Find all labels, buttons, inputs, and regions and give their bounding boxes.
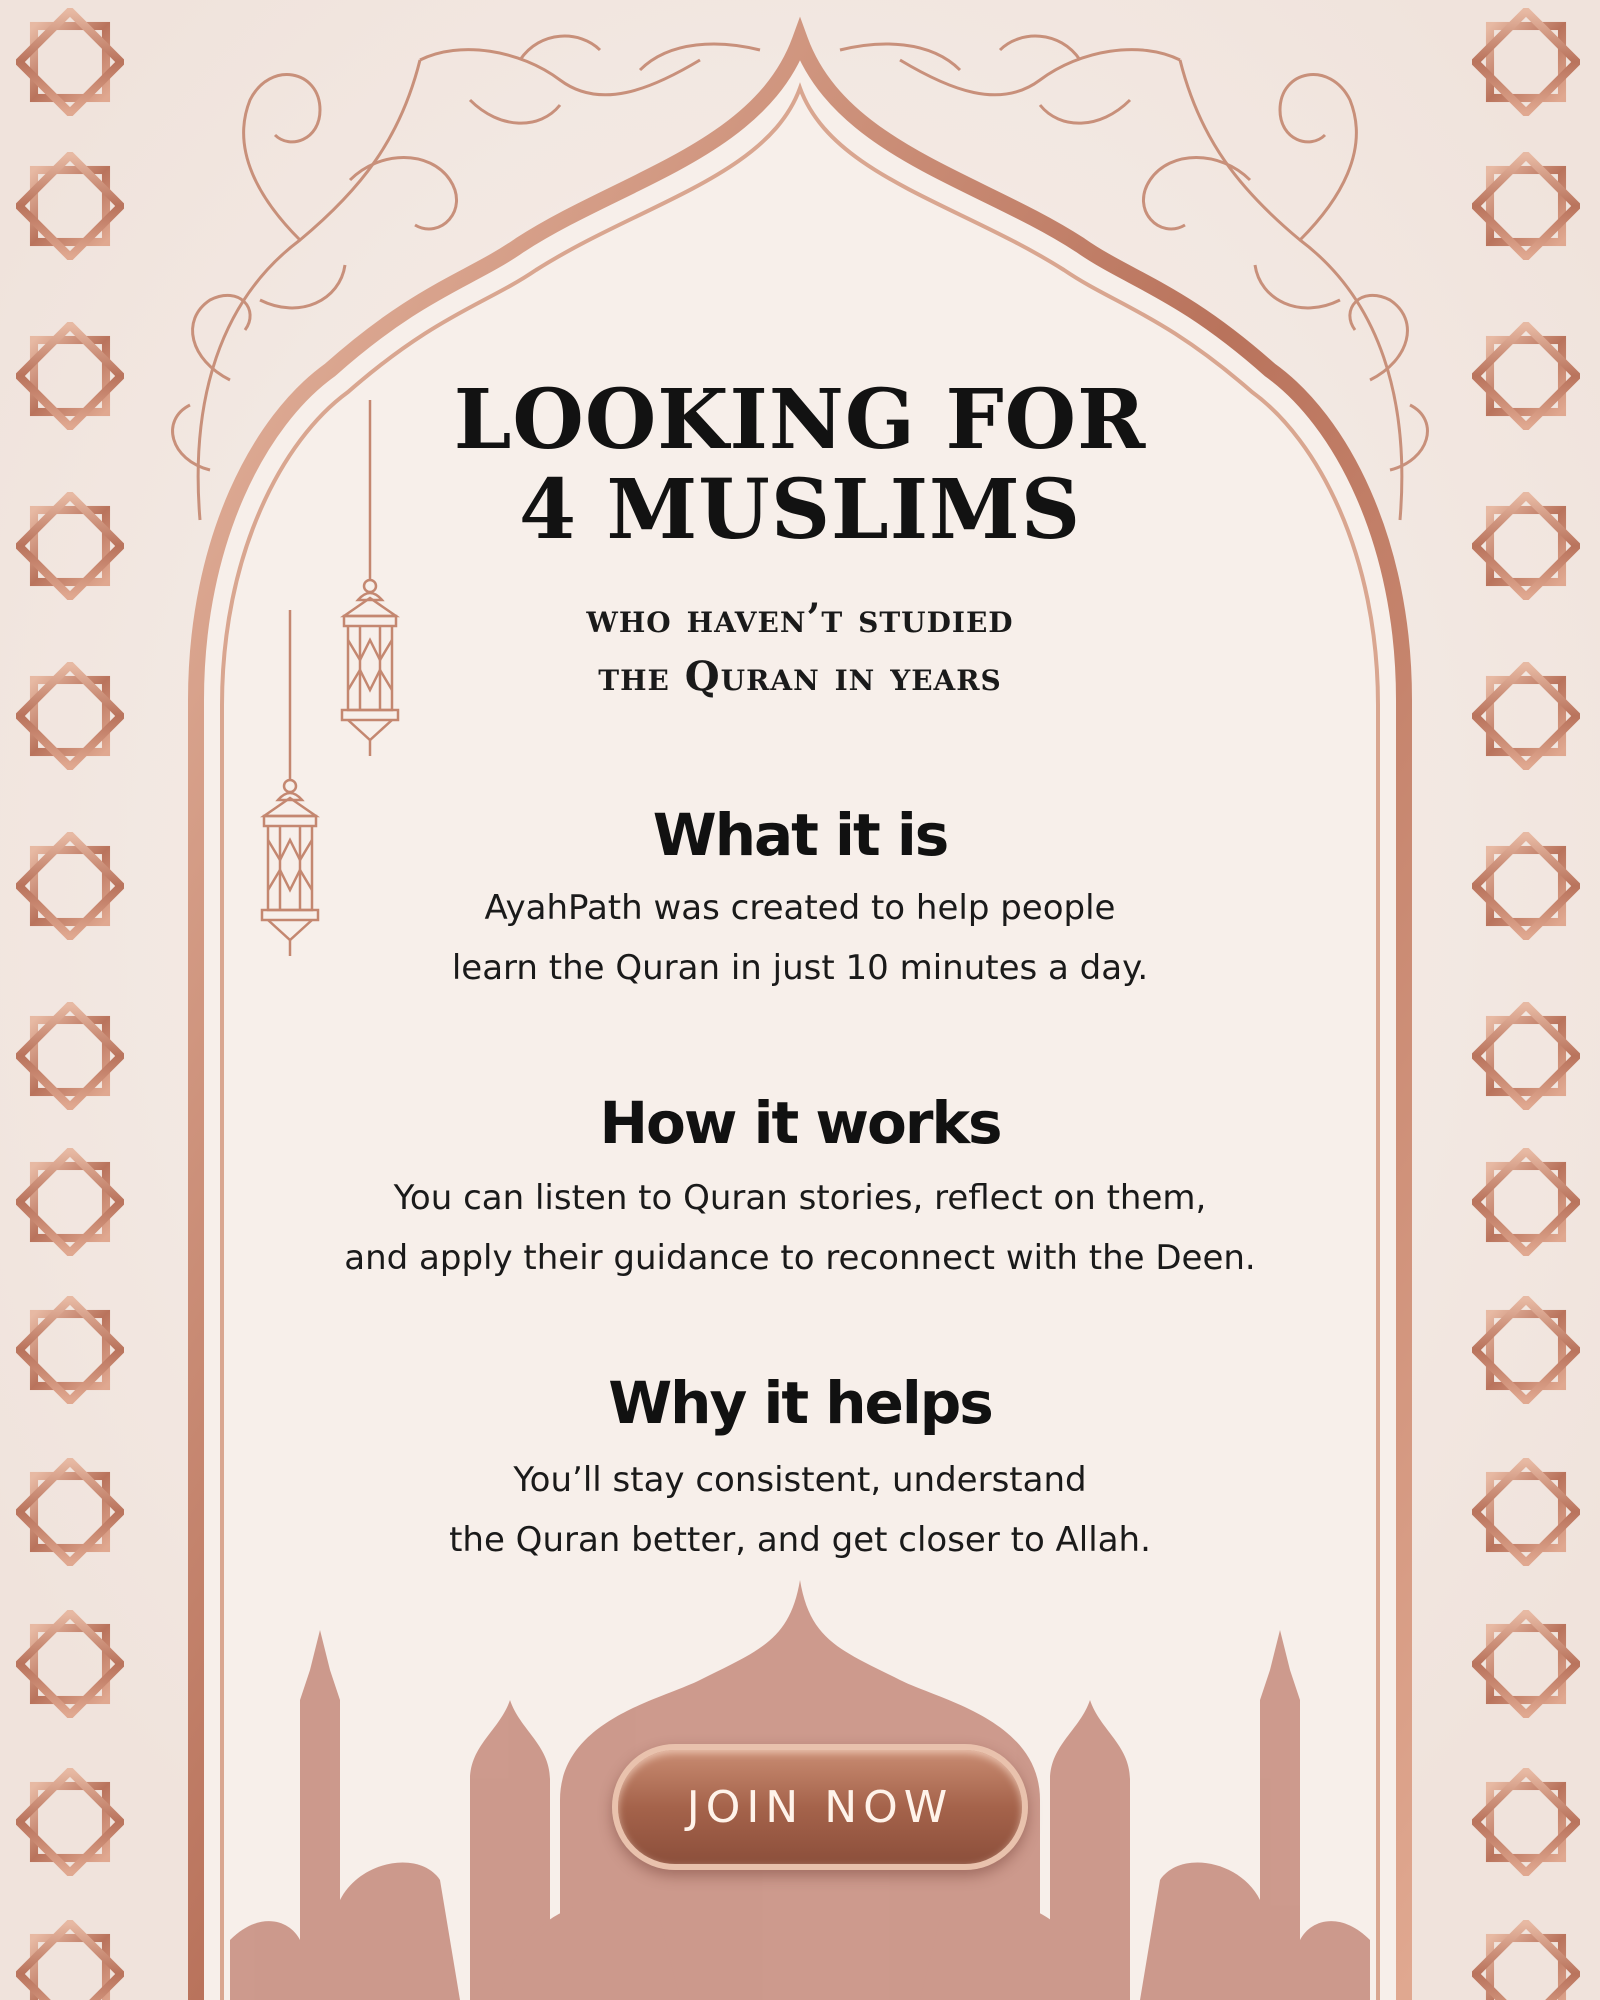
section-title-what-it-is: What it is [652,801,948,869]
body-line: learn the Quran in just 10 minutes a day. [451,948,1149,988]
subheadline [0,590,1600,706]
section-body-what-it-is [0,878,1600,998]
headline-line: 4 MUSLIMS [518,462,1082,558]
section-title-how-it-works: How it works [599,1089,1001,1157]
section-body-why-it-helps [0,1450,1600,1570]
join-now-button[interactable]: JOIN NOW [612,1744,1028,1870]
body-line: and apply their guidance to reconnect with the Deen. [344,1238,1256,1278]
body-line: You’ll stay consistent, understand [513,1460,1087,1500]
headline [0,372,1600,558]
headline-line: LOOKING FOR [453,372,1147,468]
subheadline-line: who haven’t studied [586,595,1014,642]
body-line: You can listen to Quran stories, reflect on them, [393,1178,1207,1218]
subheadline-line: the Quran in years [598,653,1002,700]
section-body-how-it-works [0,1168,1600,1288]
section-title-why-it-helps: Why it helps [608,1369,992,1437]
body-line: the Quran better, and get closer to Allah. [449,1520,1151,1560]
body-line: AyahPath was created to help people [484,888,1116,928]
